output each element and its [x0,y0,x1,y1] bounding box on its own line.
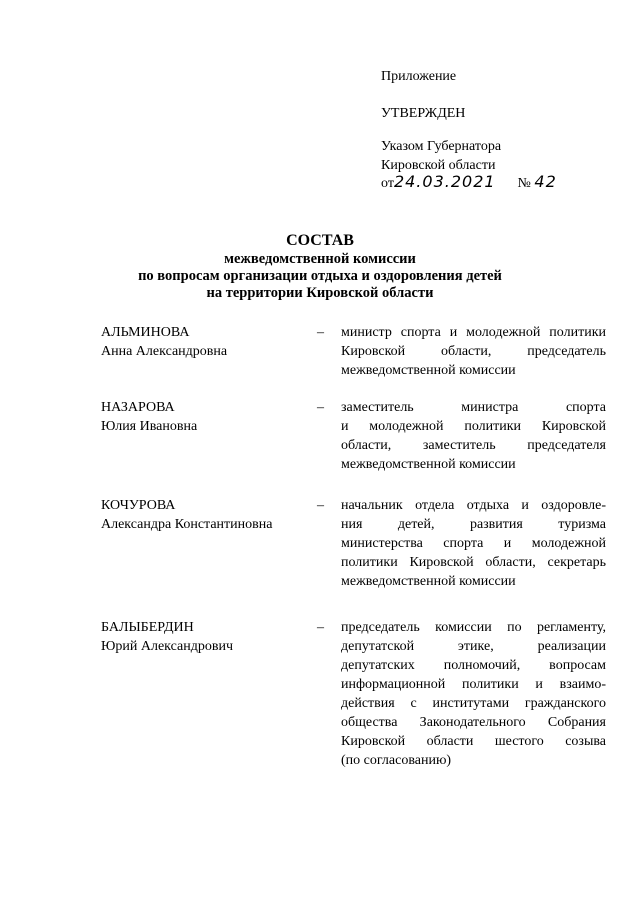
member-surname: БАЛЫБЕРДИН [101,620,194,635]
date-number-line [381,172,557,193]
dash-separator: – [317,620,324,635]
member-surname: КОЧУРОВА [101,498,176,513]
member-given-name: Анна Александровна [101,344,228,359]
member-name [101,323,311,361]
member-name [101,496,311,534]
number-prefix: № [517,176,531,191]
date-prefix: от [381,176,394,191]
title-line-3: по вопросам организации отдыха и оздоровления детей [138,268,502,284]
document-title: СОСТАВ [286,232,354,249]
member-position: заместитель министра спорта и молодежной политики Кировской области, заместитель председателя межведомственной комиссии [341,400,606,472]
member-surname: АЛЬМИНОВА [101,325,190,340]
member-given-name: Юрий Александрович [101,639,233,654]
dash-separator: – [317,400,324,415]
member-position: председатель комиссии по регламенту, депутатской этике, реализации депутатских полномочий, вопросам информационной политики и взаимо- действия с институтами гражданского общества Законодательного Собрания Кировской области шестого созыва (по согласованию) [341,620,606,768]
handwritten-number: 42 [534,172,557,191]
member-position: министр спорта и молодежной политики Кировской области, председатель межведомственной комиссии [341,325,606,378]
title-line-2: межведомственной комиссии [224,251,416,267]
title-line-4: на территории Кировской области [206,285,434,301]
member-given-name: Юлия Ивановна [101,419,198,434]
dash-separator: – [317,325,324,340]
member-surname: НАЗАРОВА [101,400,175,415]
decree-line-2: Кировской области [381,158,496,173]
member-given-name: Александра Константиновна [101,517,273,532]
dash-separator: – [317,498,324,513]
decree-line-1: Указом Губернатора [381,139,502,154]
approved-label: УТВЕРЖДЕН [381,106,466,121]
appendix-label: Приложение [381,69,457,84]
member-position: начальник отдела отдыха и оздоровле- ния детей, развития туризма министерства спорта и молодежной политики Кировской области, секретарь межведомственной комиссии [341,498,606,589]
member-name [101,618,311,656]
member-name [101,398,311,436]
handwritten-date: 24.03.2021 [393,172,496,191]
